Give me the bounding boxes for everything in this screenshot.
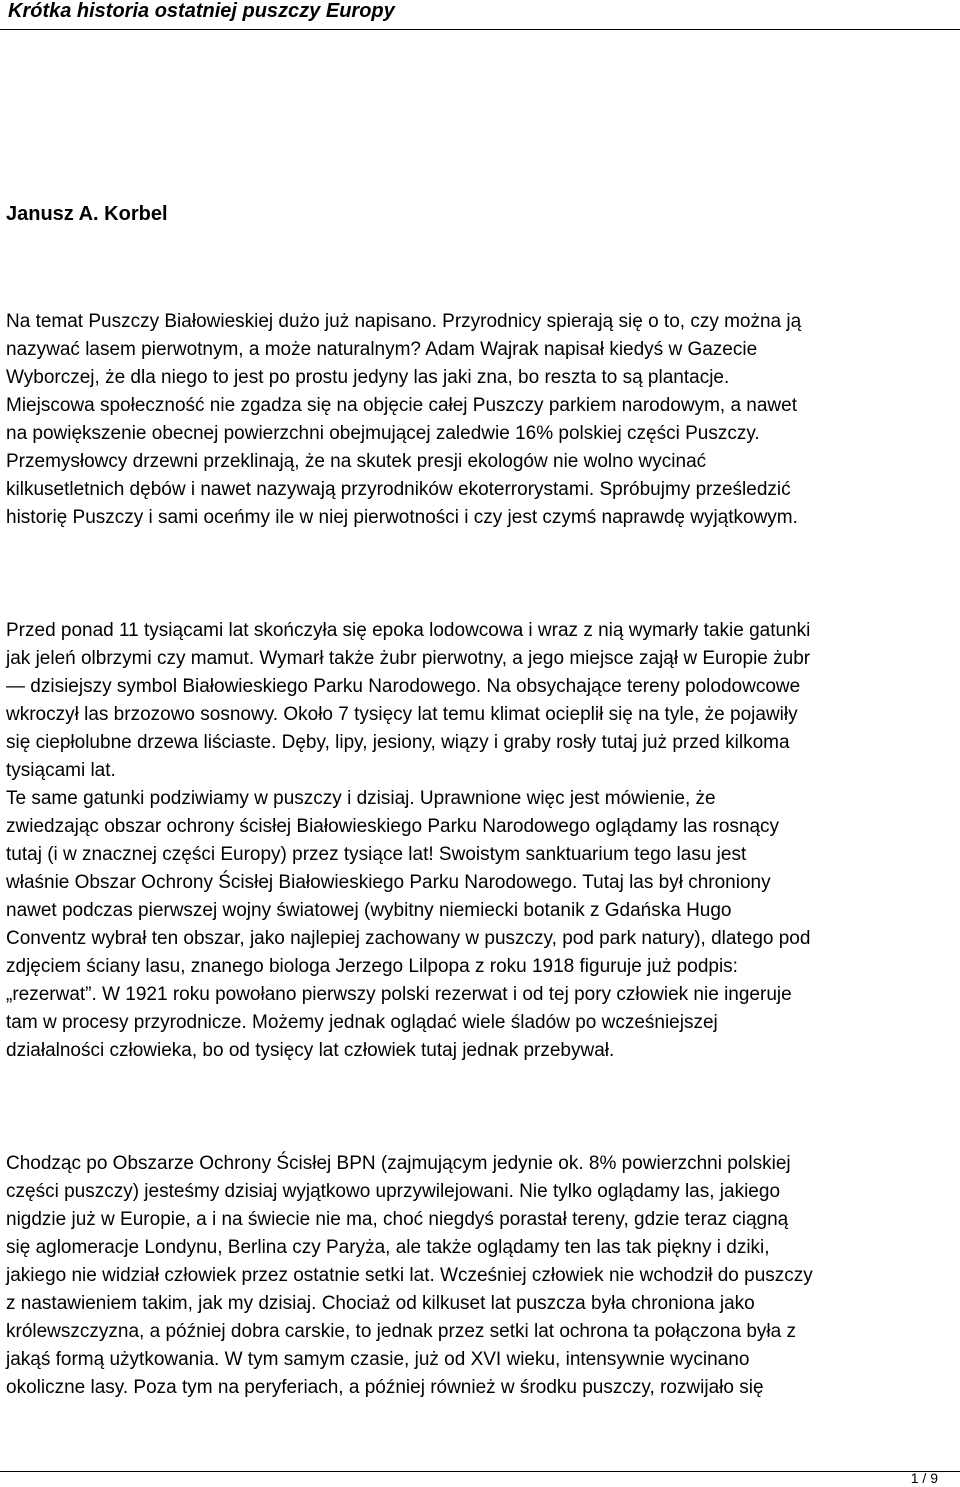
text-line: części puszczy) jesteśmy dzisiaj wyjątkowo uprzywilejowani. Nie tylko oglądamy las, jakiego (6, 1181, 781, 1202)
text-line: — dzisiejszy symbol Białowieskiego Parku Narodowego. Na obsychające tereny polodowcowe (6, 676, 801, 697)
text-line: tam w procesy przyrodnicze. Możemy jednak oglądać wiele śladów po wcześniejszej (6, 1012, 718, 1033)
text-line: okoliczne lasy. Poza tym na peryferiach, a później również w środku puszczy, rozwijało się (6, 1377, 764, 1398)
text-line: Przemysłowcy drzewni przeklinają, że na skutek presji ekologów nie wolno wycinać (6, 451, 707, 472)
text-line: nazywać lasem pierwotnym, a może naturalnym? Adam Wajrak napisał kiedyś w Gazecie (6, 339, 758, 360)
page-number: 1 / 9 (910, 1470, 938, 1486)
document-title: Krótka historia ostatniej puszczy Europy (8, 0, 395, 22)
text-line: Przed ponad 11 tysiącami lat skończyła się epoka lodowcowa i wraz z nią wymarły takie gatunki (6, 620, 811, 641)
text-line: kilkusetletnich dębów i nawet nazywają przyrodników ekoterrorystami. Spróbujmy prześledzić (6, 479, 791, 500)
text-line: na powiększenie obecnej powierzchni obejmującej zaledwie 16% polskiej części Puszczy. (6, 423, 760, 444)
text-line: Wyborczej, że dla niego to jest po prostu jedyny las jaki zna, bo reszta to są plantacje. (6, 367, 730, 388)
text-line: nigdzie już w Europie, a i na świecie nie ma, choć niegdyś porastał tereny, gdzie teraz ciągną (6, 1209, 789, 1230)
author-name: Janusz A. Korbel (6, 203, 168, 225)
text-line: tysiącami lat. (6, 760, 116, 781)
paragraph-strict-reserve (6, 1150, 960, 1402)
text-line: nawet podczas pierwszej wojny światowej (wybitny niemiecki botanik z Gdańska Hugo (6, 900, 732, 921)
text-line: właśnie Obszar Ochrony Ścisłej Białowieskiego Parku Narodowego. Tutaj las był chroniony (6, 872, 771, 893)
text-line: wkroczył las brzozowo sosnowy. Około 7 tysięcy lat temu klimat ocieplił się na tyle, że pojawiły (6, 704, 798, 725)
text-line: tutaj (i w znacznej części Europy) przez tysiące lat! Swoistym sanktuarium tego lasu jest (6, 844, 747, 865)
text-line: się ciepłolubne drzewa liściaste. Dęby, lipy, jesiony, wiązy i graby rosły tutaj już przed kilkoma (6, 732, 790, 753)
text-line: Chodząc po Obszarze Ochrony Ścisłej BPN (zajmującym jedynie ok. 8% powierzchni polskiej (6, 1153, 791, 1174)
footer-divider (0, 1471, 960, 1472)
text-line: Miejscowa społeczność nie zgadza się na objęcie całej Puszczy parkiem narodowym, a nawet (6, 395, 797, 416)
text-line: się aglomeracje Londynu, Berlina czy Paryża, ale także oglądamy ten las tak piękny i dziki, (6, 1237, 770, 1258)
paragraph-history (6, 617, 960, 1065)
text-line: historię Puszczy i sami oceńmy ile w niej pierwotności i czy jest czymś naprawdę wyjątkowym. (6, 507, 798, 528)
text-line: zdjęciem ściany lasu, znanego biologa Jerzego Lilpopa z roku 1918 figuruje już podpis: (6, 956, 738, 977)
text-line: jakąś formą użytkowania. W tym samym czasie, już od XVI wieku, intensywnie wycinano (6, 1349, 750, 1370)
text-line: Na temat Puszczy Białowieskiej dużo już napisano. Przyrodnicy spierają się o to, czy można ją (6, 311, 802, 332)
text-line: „rezerwat”. W 1921 roku powołano pierwszy polski rezerwat i od tej pory człowiek nie ingeruje (6, 984, 792, 1005)
text-line: królewszczyzna, a później dobra carskie, to jednak przez setki lat ochrona ta połączona była z (6, 1321, 796, 1342)
text-line: Te same gatunki podziwiamy w puszczy i dzisiaj. Uprawnione więc jest mówienie, że (6, 788, 716, 809)
text-line: jak jeleń olbrzymi czy mamut. Wymarł także żubr pierwotny, a jego miejsce zajął w Europie żubr (6, 648, 811, 669)
text-line: z nastawieniem takim, jak my dzisiaj. Chociaż od kilkuset lat puszcza była chroniona jako (6, 1293, 755, 1314)
paragraph-intro (6, 308, 960, 532)
header-divider (0, 29, 960, 30)
text-line: Conventz wybrał ten obszar, jako najlepiej zachowany w puszczy, pod park natury), dlatego pod (6, 928, 811, 949)
text-line: zwiedzając obszar ochrony ścisłej Białowieskiego Parku Narodowego oglądamy las rosnący (6, 816, 780, 837)
text-line: działalności człowieka, bo od tysięcy lat człowiek tutaj jednak przebywał. (6, 1040, 615, 1061)
text-line: jakiego nie widział człowiek przez ostatnie setki lat. Wcześniej człowiek nie wchodził do puszczy (6, 1265, 813, 1286)
